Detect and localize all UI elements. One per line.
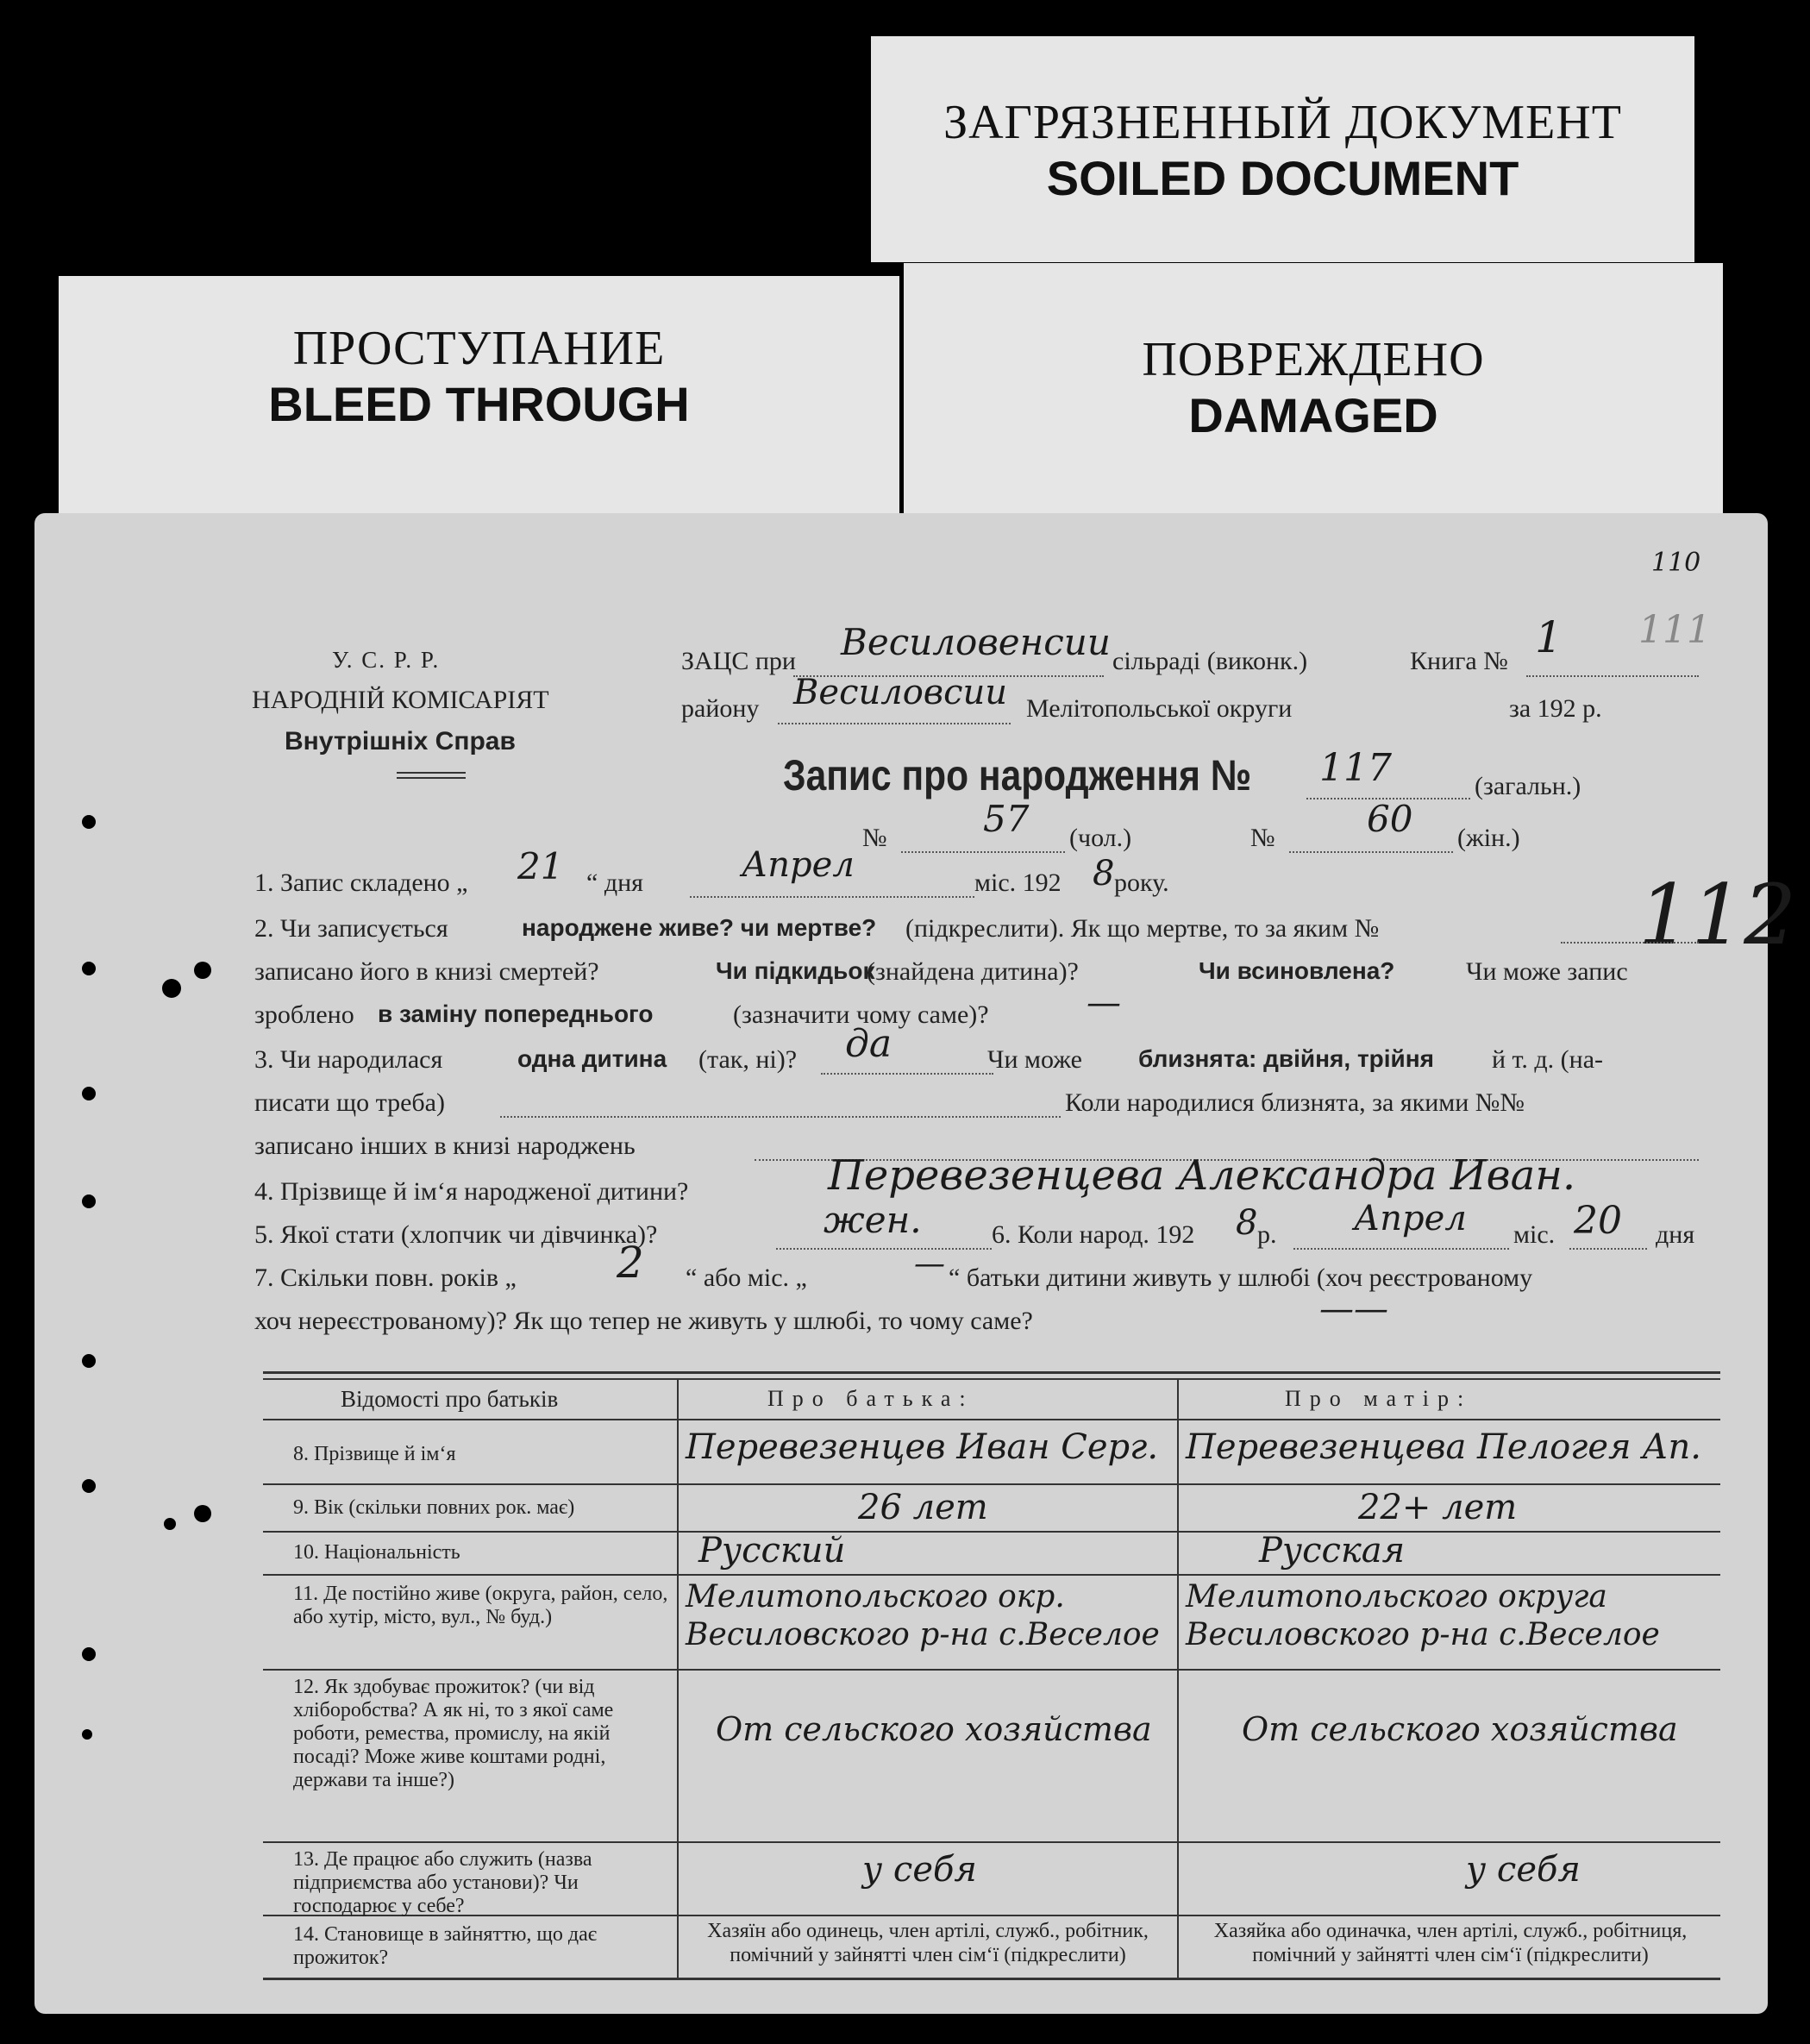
dotted-line <box>1289 851 1453 853</box>
punch-hole <box>82 815 96 829</box>
mother-name: Перевезенцева Пелогея Ап. <box>1186 1427 1702 1467</box>
bleed-label-en: BLEED THROUGH <box>268 377 690 431</box>
item4-label: 4. Прізвище й ім‘я народженої дитини? <box>254 1177 689 1206</box>
father-residence: Мелитопольского окр. Весиловского р-на с.Веселое <box>686 1579 1160 1652</box>
zhin-value: 60 <box>1367 798 1413 840</box>
department-heading: Внутрішніх Справ <box>285 727 516 756</box>
item5-label: 5. Якої стати (хлопчик чи дівчинка)? <box>254 1220 658 1249</box>
table-bottom-rule <box>263 1978 1720 1980</box>
divider <box>397 777 466 779</box>
damaged-card <box>904 263 1723 526</box>
damaged-label-en: DAMAGED <box>1188 388 1438 442</box>
chol-value: 57 <box>983 798 1030 840</box>
item3-label: 3. Чи народилася <box>254 1045 443 1074</box>
raion-value: Весиловсии <box>793 673 1007 712</box>
table-col-mother: Про матір: <box>1285 1386 1473 1411</box>
punch-hole <box>162 979 181 998</box>
item3-etc: й т. д. (на- <box>1492 1045 1604 1074</box>
item2-found-child: (знайдена дитина)? <box>867 957 1079 986</box>
item7-label: 7. Скільки повн. років „ <box>254 1263 517 1292</box>
bleed-label-ru: ПРОСТУПАНИЕ <box>292 322 666 375</box>
marriage-years: 2 <box>617 1238 644 1288</box>
item7-answer: —— <box>1319 1289 1388 1329</box>
mother-occupation-status: Хазяйка або одиначка, член артілі, служб., робітниця, помічний у зайнятті член сім‘ї (підкреслити) <box>1213 1920 1688 1966</box>
row11-label: 11. Де постійно живе (округа, район, село, або хутір, місто, вул., № буд.) <box>293 1583 668 1628</box>
father-occupation-status: Хазяїн або одинець, член артілі, служб., робітник, помічний у зайнятті член сім‘ї (підкреслити) <box>707 1920 1149 1966</box>
commissariat-heading: НАРОДНІЙ КОМІСАРІЯТ <box>252 686 549 714</box>
table-col-rule <box>1177 1378 1179 1978</box>
ussr-heading: У. С. Р. Р. <box>332 647 441 673</box>
record-number: 117 <box>1319 746 1392 790</box>
punch-hole <box>82 1354 96 1368</box>
punch-hole <box>82 962 96 975</box>
item3-others: записано інших в книзі народжень <box>254 1132 636 1160</box>
chol-label: (чол.) <box>1069 824 1132 852</box>
mother-residence: Мелитопольского округа Весиловского р-на с.Веселое <box>1186 1579 1660 1652</box>
punch-hole <box>82 1194 96 1208</box>
table-row-rule <box>263 1483 1720 1485</box>
table-col-rule <box>677 1378 679 1978</box>
zags-label: ЗАЦС при <box>681 647 796 675</box>
birth-day: 20 <box>1574 1199 1622 1243</box>
corner-number-big: 112 <box>1638 867 1797 963</box>
silradi-label: сільраді (виконк.) <box>1112 647 1308 675</box>
birth-month: Апрел <box>1354 1199 1467 1238</box>
row8-label: 8. Прізвище й ім‘я <box>293 1443 456 1465</box>
row14-label: 14. Становище в зайняттю, що дає прожиток? <box>293 1923 598 1969</box>
punch-hole <box>164 1518 176 1530</box>
book-label: Книга № <box>1410 647 1508 675</box>
dotted-line <box>1561 942 1699 944</box>
dotted-line <box>821 1073 993 1075</box>
birth-record-sheet <box>34 513 1797 2014</box>
dotted-line <box>1526 675 1699 677</box>
table-header-rule <box>263 1419 1720 1420</box>
table-col-labels: Відомості про батьків <box>341 1386 559 1412</box>
item6-day-label: дня <box>1656 1220 1695 1249</box>
item2-replacement-q: Чи може запис <box>1466 957 1628 986</box>
dotted-line <box>901 851 1065 853</box>
item1-month: Апрел <box>742 845 855 885</box>
item1-day: 21 <box>517 845 564 887</box>
dotted-line <box>778 723 1011 724</box>
item3-twins: близнята: двійня, трійня <box>1138 1045 1434 1072</box>
year-label: за 192 р. <box>1509 694 1602 723</box>
punch-hole <box>82 1479 96 1493</box>
item3-twins-when: Коли народилися близнята, за якими №№ <box>1065 1088 1525 1117</box>
item2-made: зроблено <box>254 1000 354 1029</box>
item2-foundling: Чи підкидьок <box>716 957 875 984</box>
punch-hole <box>82 1647 96 1661</box>
book-value: 1 <box>1535 612 1563 662</box>
row13-label: 13. Де працює або служить (назва підприємства або установи)? Чи господарює у себе? <box>293 1848 592 1917</box>
divider <box>397 772 466 774</box>
item7-married: “ батьки дитини живуть у шлюбі (хоч реєстрованому <box>949 1263 1533 1292</box>
punch-hole <box>82 1729 92 1740</box>
item2-answer: — <box>1087 983 1121 1023</box>
punch-hole <box>82 1087 96 1100</box>
dotted-line <box>1293 1248 1509 1250</box>
zags-value: Весиловенсии <box>841 621 1111 663</box>
father-nationality: Русский <box>698 1531 846 1571</box>
soiled-label-ru: ЗАГРЯЗНЕННЫЙ ДОКУМЕНТ <box>943 96 1622 149</box>
item2-adopted: Чи всиновлена? <box>1199 957 1395 984</box>
corner-number-top: 110 <box>1651 548 1701 578</box>
item1-year: 8 <box>1093 854 1115 893</box>
father-livelihood: От сельского хозяйства <box>716 1710 1152 1748</box>
record-title: Запис про народження № <box>783 751 1252 799</box>
mother-livelihood: От сельского хозяйства <box>1242 1710 1678 1748</box>
item2-death-book: записано його в книзі смертей? <box>254 957 599 986</box>
raion-label: району <box>681 694 760 723</box>
child-sex: жен. <box>824 1199 922 1241</box>
dotted-line <box>1569 1248 1647 1250</box>
table-top-rule <box>263 1371 1720 1374</box>
mother-workplace: у себя <box>1466 1850 1581 1890</box>
damaged-label-ru: ПОВРЕЖДЕНО <box>1142 333 1485 386</box>
soiled-document-card <box>871 36 1694 262</box>
dotted-line <box>690 896 974 898</box>
marriage-months: — <box>914 1246 945 1282</box>
dotted-line <box>776 1248 992 1250</box>
row12-label: 12. Як здобуває прожиток? (чи від хліборобства? А як ні, то з якої саме роботи, ремества, промислу, на якій посаді? Може живе коштами родні, держави та інше?) <box>293 1676 614 1791</box>
item1-day-suffix: “ дня <box>586 868 643 897</box>
father-name: Перевезенцев Иван Серг. <box>686 1427 1159 1467</box>
item7-unmarried: хоч нереєстрованому)? Як що тепер не живуть у шлюбі, то чому саме? <box>254 1307 1033 1335</box>
item3-yes-no: (так, ні)? <box>698 1045 798 1074</box>
table-col-father: Про батька: <box>767 1386 974 1411</box>
dotted-line <box>500 1116 1061 1118</box>
item7-months-label: “ або міс. „ <box>686 1263 807 1292</box>
item2-alive-dead: народжене живе? чи мертве? <box>522 914 877 941</box>
table-row-rule <box>263 1669 1720 1671</box>
birth-year-digit: 8 <box>1236 1203 1258 1243</box>
item3-write: писати що треба) <box>254 1088 445 1117</box>
item3-maybe: Чи може <box>987 1045 1082 1074</box>
row10-label: 10. Національність <box>293 1541 460 1564</box>
punch-hole <box>194 962 211 979</box>
table-row-rule <box>263 1841 1720 1843</box>
soiled-label-en: SOILED DOCUMENT <box>1046 151 1519 205</box>
okrug-label: Мелітопольської округи <box>1026 694 1293 723</box>
father-workplace: у себя <box>862 1850 977 1890</box>
zhin-no-label: № <box>1250 824 1275 852</box>
father-age: 26 лет <box>858 1488 988 1527</box>
table-row-rule <box>263 1574 1720 1576</box>
punch-hole <box>194 1505 211 1522</box>
item2-why: (зазначити чому саме)? <box>733 1000 989 1029</box>
item6-label: 6. Коли народ. 192 <box>992 1220 1195 1249</box>
table-top-rule <box>263 1378 1720 1380</box>
item6-year-suffix: р. <box>1257 1220 1277 1249</box>
item1-label: 1. Запис складено „ <box>254 868 468 897</box>
mother-nationality: Русская <box>1259 1531 1406 1571</box>
item1-year-label: року. <box>1114 868 1169 897</box>
zagaln-label: (загальн.) <box>1475 772 1581 800</box>
chol-no-label: № <box>862 824 887 852</box>
table-row-rule <box>263 1531 1720 1533</box>
mother-age: 22+ лет <box>1358 1488 1518 1527</box>
item3-one-child: одна дитина <box>517 1045 667 1072</box>
item1-month-label: міс. 192 <box>974 868 1062 897</box>
item3-answer: да <box>845 1022 892 1066</box>
child-name: Перевезенцева Александра Иван. <box>828 1151 1576 1200</box>
zhin-label: (жін.) <box>1457 824 1520 852</box>
bleed-through-card <box>59 276 899 526</box>
item2-underline-hint: (підкреслити). Як що мертве, то за яким № <box>905 914 1380 943</box>
item6-month-label: міс. <box>1513 1220 1556 1249</box>
item2-in-replacement: в заміну попереднього <box>378 1000 654 1027</box>
item2-label: 2. Чи записується <box>254 914 448 943</box>
row9-label: 9. Вік (скільки повних рок. має) <box>293 1496 575 1519</box>
corner-number-mid: 111 <box>1638 608 1711 652</box>
